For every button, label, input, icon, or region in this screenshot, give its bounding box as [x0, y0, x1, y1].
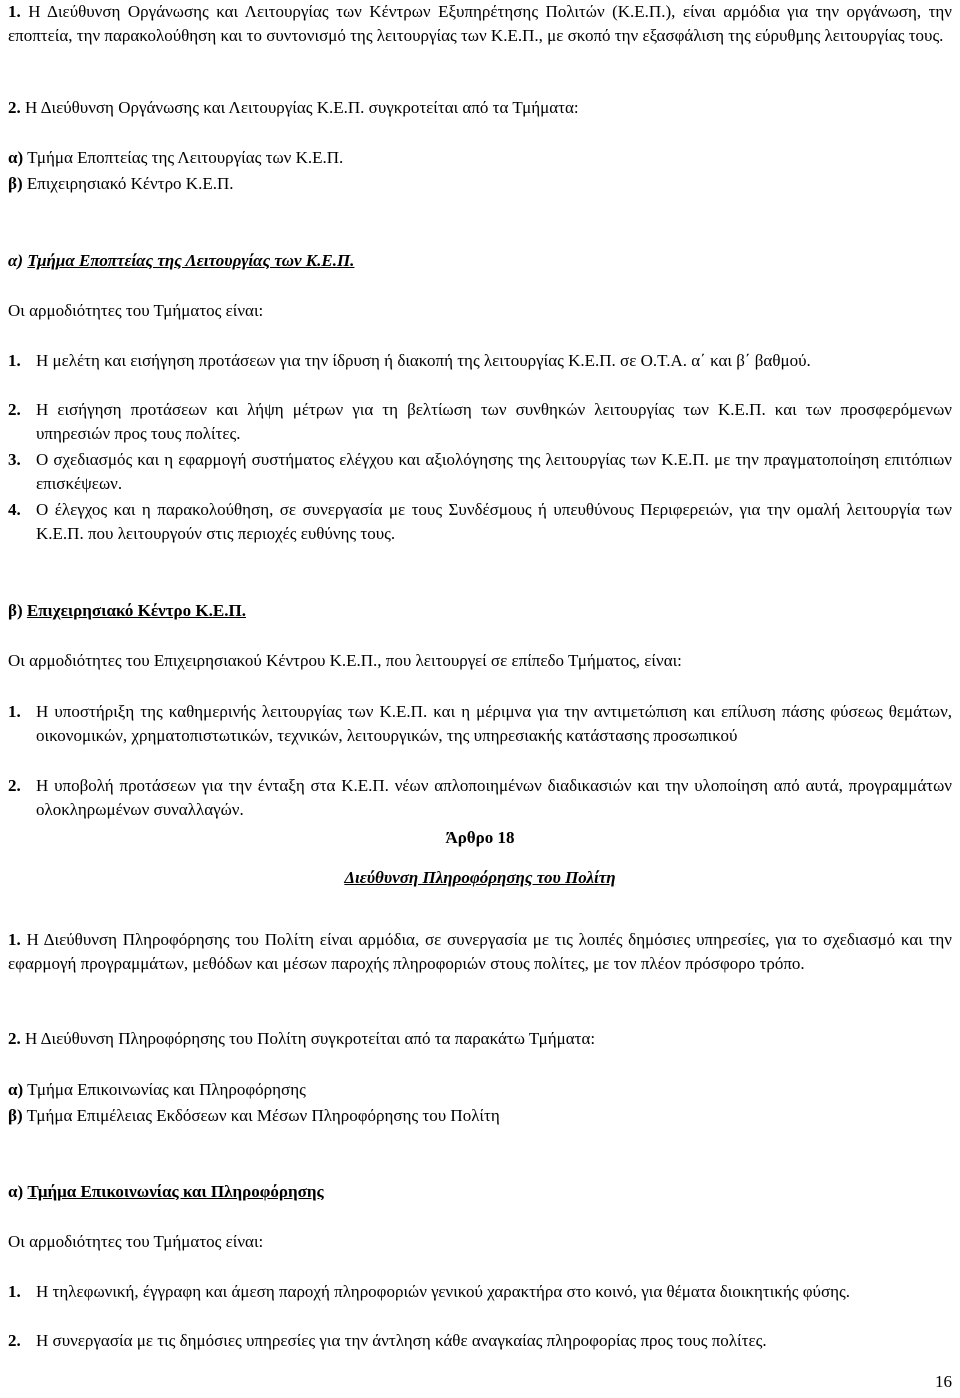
paragraph-number: 2. — [8, 98, 21, 117]
section-c-lead: Οι αρμοδιότητες του Τμήματος είναι: — [8, 1232, 264, 1251]
item-number: 2. — [8, 776, 21, 795]
section-c-item-2 — [8, 1329, 952, 1353]
dept-text: Τμήμα Επιμέλειας Εκδόσεων και Μέσων Πληροφόρησης του Πολίτη — [26, 1106, 500, 1125]
article-dept-a — [8, 1078, 952, 1102]
dept-label: β) — [8, 1106, 23, 1125]
section-c-heading — [8, 1180, 952, 1204]
intro-paragraph-1 — [8, 0, 952, 48]
article-subtitle: Διεύθυνση Πληροφόρησης του Πολίτη — [344, 868, 616, 887]
article-paragraph-1 — [8, 928, 952, 976]
item-text: Ο έλεγχος και η παρακολούθηση, σε συνεργασία με τους Συνδέσμους ή υπευθύνους Περιφερειών, για την ομαλή λειτουργία των Κ.Ε.Π. που λειτουργούν στις περιοχές ευθύνης τους. — [36, 500, 952, 543]
section-b-item-1 — [8, 700, 952, 748]
dept-label: α) — [8, 148, 24, 167]
paragraph-text: Η Διεύθυνση Οργάνωσης και Λειτουργίας Κ.Ε.Π. συγκροτείται από τα Τμήματα: — [25, 98, 579, 117]
paragraph-text: Η Διεύθυνση Πληροφόρησης του Πολίτη συγκροτείται από τα παρακάτω Τμήματα: — [25, 1029, 596, 1048]
item-number: 1. — [8, 1282, 21, 1301]
section-a-item-3 — [8, 448, 952, 496]
section-a-item-2 — [8, 398, 952, 446]
section-title: Τμήμα Επικοινωνίας και Πληροφόρησης — [27, 1182, 324, 1201]
section-b-item-2 — [8, 774, 952, 822]
item-number: 1. — [8, 702, 21, 721]
paragraph-number: 2. — [8, 1029, 21, 1048]
item-text: Η υποστήριξη της καθημερινής λειτουργίας των Κ.Ε.Π. και η μέριμνα για την αντιμετώπιση και επίλυση πάσης φύσεως θεμάτων, οικονομικών, χρηματοπιστωτικών, τεχνικών, λειτουργικών, της υπηρεσιακής κατάστασης προσωπικού — [36, 702, 952, 745]
intro-dept-a — [8, 146, 952, 170]
section-b-heading — [8, 599, 952, 623]
section-b-lead: Οι αρμοδιότητες του Επιχειρησιακού Κέντρου Κ.Ε.Π., που λειτουργεί σε επίπεδο Τμήματος, είναι: — [8, 651, 682, 670]
paragraph-number: 1. — [8, 930, 21, 949]
item-number: 3. — [8, 450, 21, 469]
section-title: Επιχειρησιακό Κέντρο Κ.Ε.Π. — [26, 601, 246, 620]
page-number: 16 — [935, 1372, 952, 1391]
dept-text: Τμήμα Επικοινωνίας και Πληροφόρησης — [27, 1080, 306, 1099]
section-title: Τμήμα Εποπτείας της Λειτουργίας των Κ.Ε.Π. — [27, 251, 355, 270]
item-text: Η μελέτη και εισήγηση προτάσεων για την ίδρυση ή διακοπή της λειτουργίας Κ.Ε.Π. σε Ο.Τ.Α. α΄ και β΄ βαθμού. — [36, 351, 811, 370]
item-text: Η συνεργασία με τις δημόσιες υπηρεσίες για την άντληση κάθε αναγκαίας πληροφορίας προς τους πολίτες. — [36, 1331, 767, 1350]
item-text: Η εισήγηση προτάσεων και λήψη μέτρων για τη βελτίωση των συνθηκών λειτουργίας των Κ.Ε.Π. και των προσφερόμενων υπηρεσιών προς τους πολίτες. — [36, 400, 952, 443]
intro-dept-b — [8, 172, 952, 196]
dept-label: β) — [8, 174, 23, 193]
item-text: Η υποβολή προτάσεων για την ένταξη στα Κ.Ε.Π. νέων απλοποιημένων διαδικασιών και την υλοποίηση από αυτά, προγραμμάτων ολοκληρωμένων συναλλαγών. — [36, 776, 952, 819]
item-text: Η τηλεφωνική, έγγραφη και άμεση παροχή πληροφοριών γενικού χαρακτήρα στο κοινό, για θέματα διοικητικής φύσης. — [36, 1282, 850, 1301]
paragraph-text: Η Διεύθυνση Πληροφόρησης του Πολίτη είναι αρμόδια, σε συνεργασία με τις λοιπές δημόσιες υπηρεσίες, για το σχεδιασμό και την εφαρμογή προγραμμάτων, μεθόδων και μέσων παροχής πληροφοριών στους πολίτες, με τον πλέον πρόσφορο τρόπο. — [8, 930, 952, 973]
dept-text: Τμήμα Εποπτείας της Λειτουργίας των Κ.Ε.Π. — [27, 148, 344, 167]
article-dept-b — [8, 1104, 952, 1128]
section-a-item-4 — [8, 498, 952, 546]
dept-label: α) — [8, 1080, 24, 1099]
item-number: 4. — [8, 500, 21, 519]
section-label: α) — [8, 251, 24, 270]
item-number: 2. — [8, 400, 21, 419]
intro-paragraph-2 — [8, 96, 952, 120]
item-number: 2. — [8, 1331, 21, 1350]
article-title: Άρθρο 18 — [445, 828, 515, 847]
paragraph-text: Η Διεύθυνση Οργάνωσης και Λειτουργίας των Κέντρων Εξυπηρέτησης Πολιτών (Κ.Ε.Π.), είναι αρμόδια για την οργάνωση, την εποπτεία, την παρακολούθηση και το συντονισμό της λειτουργίας των Κ.Ε.Π., με σκοπό την εξασφάλιση της εύρυθμης λειτουργίας τους. — [8, 2, 952, 45]
section-label: β) — [8, 601, 23, 620]
section-a-lead: Οι αρμοδιότητες του Τμήματος είναι: — [8, 301, 264, 320]
item-text: Ο σχεδιασμός και η εφαρμογή συστήματος ελέγχου και αξιολόγησης της λειτουργίας των Κ.Ε.Π. με την πραγματοποίηση επιτόπιων επισκέψεων. — [36, 450, 952, 493]
section-a-heading — [8, 249, 952, 273]
item-number: 1. — [8, 351, 21, 370]
section-a-item-1 — [8, 349, 952, 373]
dept-text: Επιχειρησιακό Κέντρο Κ.Ε.Π. — [26, 174, 234, 193]
article-paragraph-2 — [8, 1027, 952, 1051]
paragraph-number: 1. — [8, 2, 21, 21]
section-c-item-1 — [8, 1280, 952, 1304]
section-label: α) — [8, 1182, 24, 1201]
